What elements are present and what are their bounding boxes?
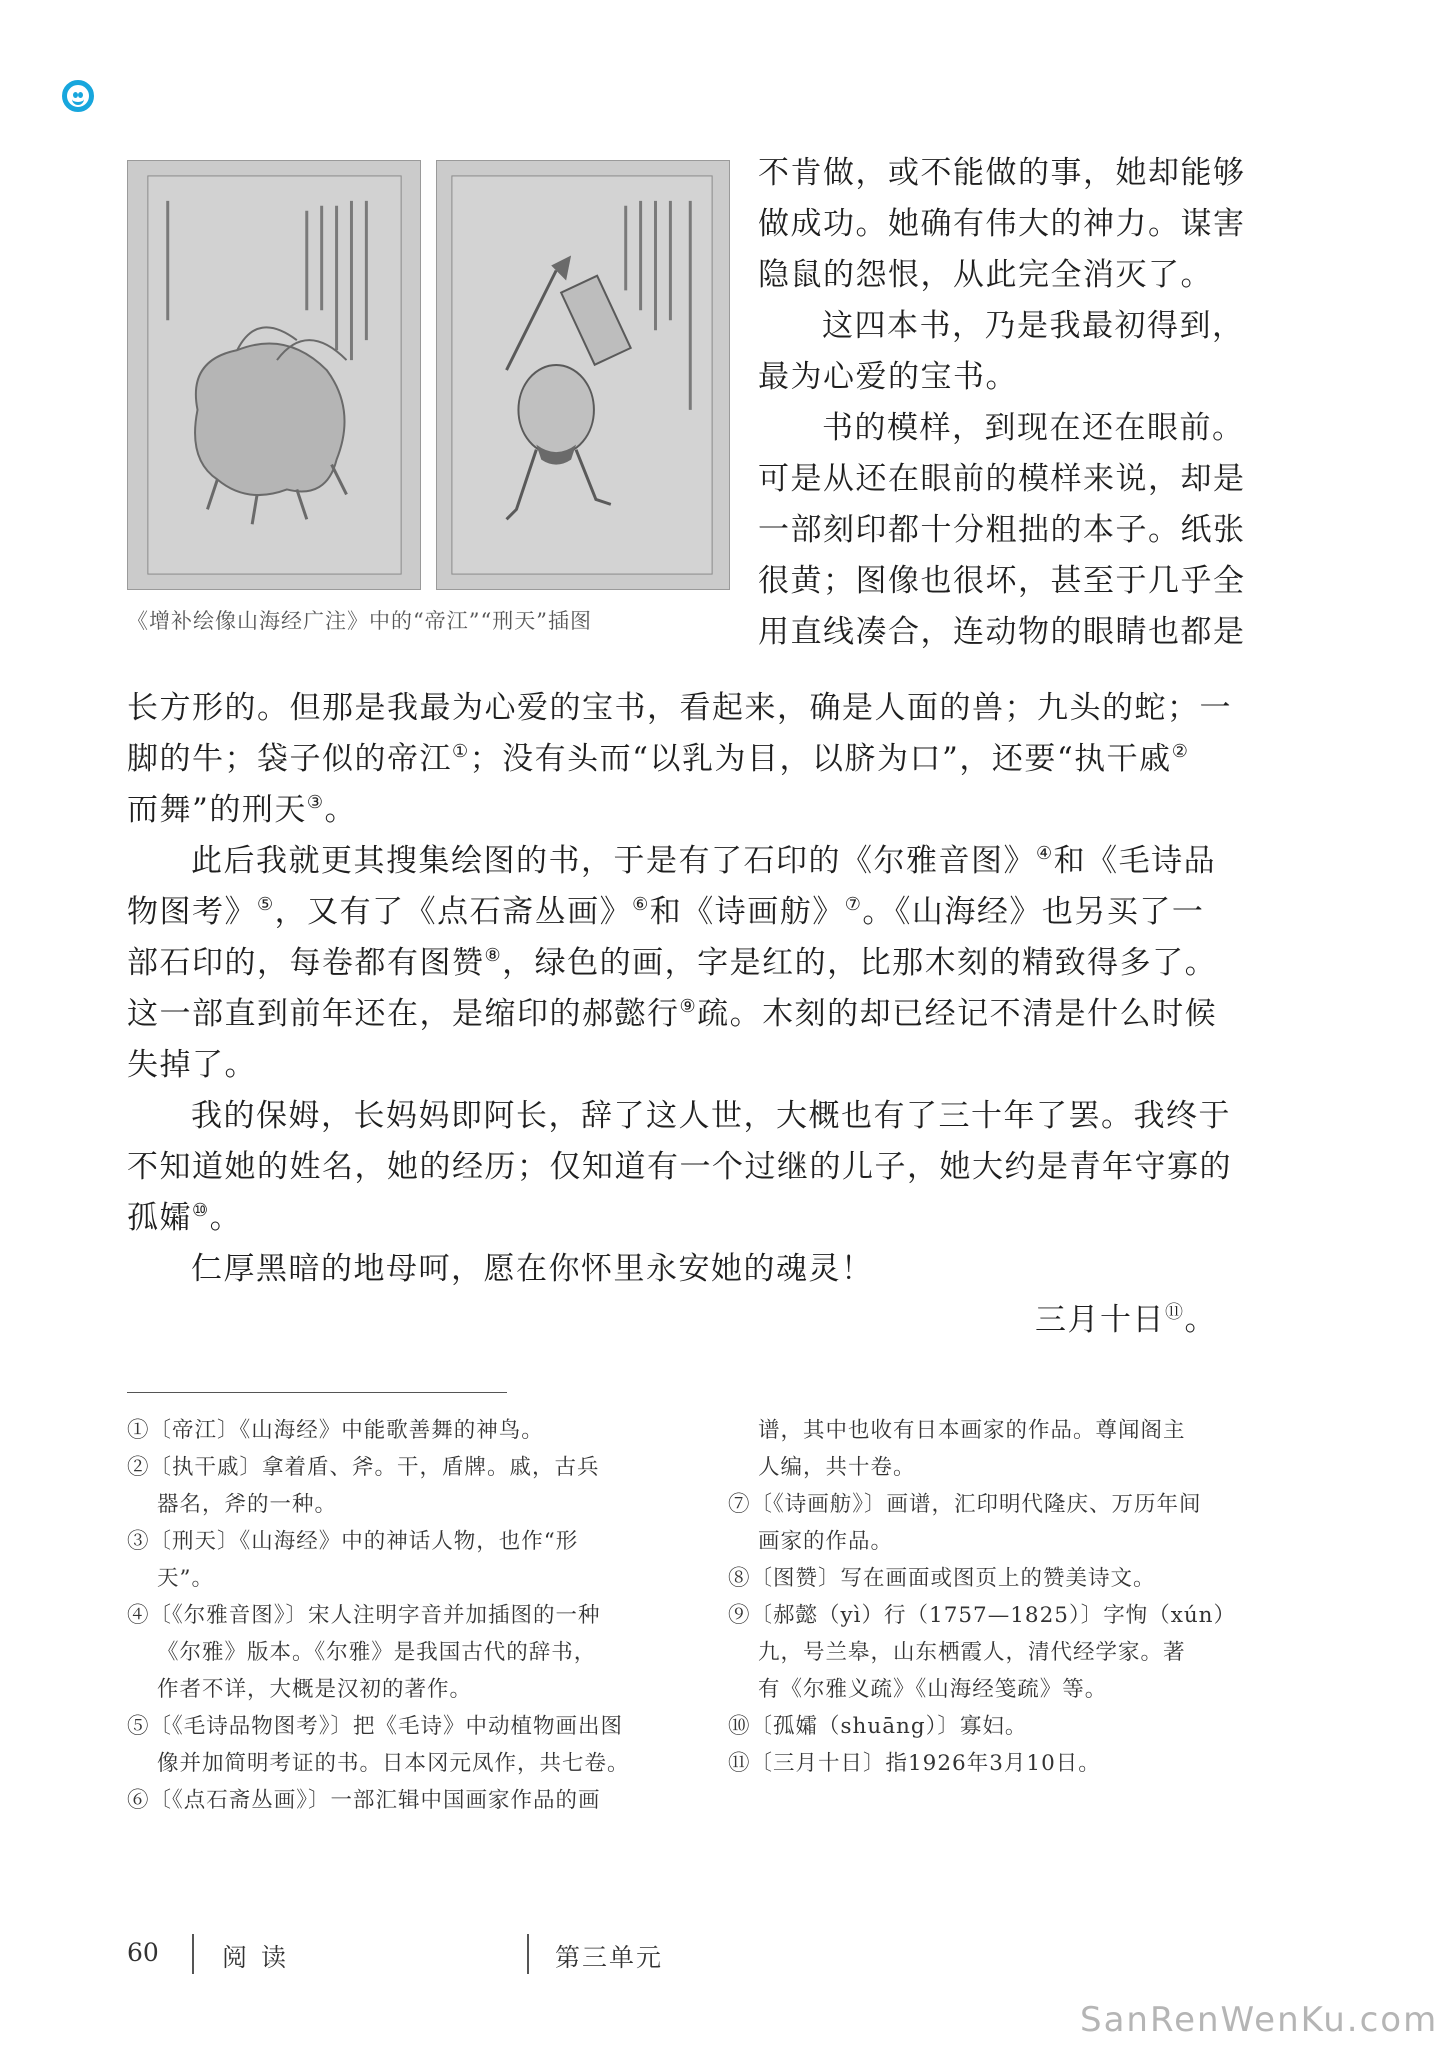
- text-line: 这一部直到前年还在，是缩印的郝懿行⑨疏。木刻的却已经记不清是什么时候: [127, 996, 1218, 1032]
- footnote: 作者不详，大概是汉初的著作。: [157, 1677, 473, 1702]
- footnote-ref[interactable]: ⑥: [632, 894, 650, 915]
- footnote-ref[interactable]: ①: [452, 741, 470, 762]
- footnote-ref[interactable]: ④: [1036, 843, 1054, 864]
- section-label: 阅读: [222, 1943, 301, 1972]
- body-text: [127, 683, 1277, 1346]
- smiley-icon: [62, 80, 94, 112]
- text-line: 物图考》⑤，又有了《点石斋丛画》⑥和《诗画舫》⑦。《山海经》也另买了一: [127, 894, 1205, 930]
- footnote-ref[interactable]: ⑦: [844, 894, 863, 915]
- date-line: 三月十日⑪。: [1035, 1302, 1217, 1338]
- text-line: 长方形的。但那是我最为心爱的宝书，看起来，确是人面的兽；九头的蛇；一: [127, 690, 1232, 726]
- footer-divider: [527, 1934, 529, 1974]
- figure-caption: 《增补绘像山海经广注》中的“帝江”“刑天”插图: [127, 609, 592, 633]
- text-line: 一部刻印都十分粗拙的本子。纸张: [758, 512, 1246, 548]
- footnote: ②〔执干戚〕拿着盾、斧。干，盾牌。戚，古兵: [127, 1455, 600, 1480]
- footnote-ref[interactable]: ⑪: [1165, 1302, 1185, 1323]
- footnote: ③〔刑天〕《山海经》中的神话人物，也作“形: [127, 1529, 579, 1554]
- page-number: 60: [127, 1938, 159, 1967]
- footnote: ⑦〔《诗画舫》〕画谱，汇印明代隆庆、万历年间: [728, 1492, 1202, 1517]
- text-line: 而舞”的刑天③。: [127, 792, 357, 828]
- text-line: 不肯做，或不能做的事，她却能够: [758, 155, 1246, 191]
- text-line: 书的模样，到现在还在眼前。: [822, 410, 1245, 446]
- footnote-divider: [127, 1392, 507, 1393]
- footnote: ⑩〔孤孀（shuāng）〕寡妇。: [728, 1714, 1028, 1739]
- illustration-xingtian: [436, 160, 730, 590]
- illustration-dijiang: [127, 160, 421, 590]
- footer-divider: [192, 1934, 194, 1974]
- text-line: 部石印的，每卷都有图赞⑧，绿色的画，字是红的，比那木刻的精致得多了。: [127, 945, 1218, 981]
- footnote: ⑨〔郝懿（yì）行（1757—1825）〕字恂（xún）: [728, 1603, 1237, 1628]
- footnote: ⑤〔《毛诗品物图考》〕把《毛诗》中动植物画出图: [127, 1714, 624, 1739]
- text-line: 这四本书，乃是我最初得到，: [822, 308, 1245, 344]
- text-line: 失掉了。: [127, 1047, 257, 1083]
- right-column-text: [758, 148, 1278, 658]
- footnote: 有《尔雅义疏》《山海经笺疏》等。: [758, 1677, 1108, 1702]
- watermark: SanRenWenKu.com: [1080, 2000, 1439, 2040]
- unit-label: 第三单元: [555, 1943, 664, 1972]
- footnote-ref[interactable]: ⑤: [257, 894, 275, 915]
- footnotes-left: [127, 1412, 667, 1819]
- footnote-ref[interactable]: ②: [1171, 741, 1190, 762]
- footnote: ⑥〔《点石斋丛画》〕一部汇辑中国画家作品的画: [127, 1788, 601, 1813]
- footnote-ref[interactable]: ⑧: [484, 945, 503, 966]
- footnote: 九，号兰皋，山东栖霞人，清代经学家。著: [758, 1640, 1186, 1665]
- text-line: 做成功。她确有伟大的神力。谋害: [758, 206, 1246, 242]
- footnote: ⑪〔三月十日〕指1926年3月10日。: [728, 1751, 1101, 1776]
- text-line: 不知道她的姓名，她的经历；仅知道有一个过继的儿子，她大约是青年守寡的: [127, 1149, 1232, 1185]
- footnote-ref[interactable]: ⑩: [192, 1200, 210, 1221]
- text-line: 仁厚黑暗的地母呵，愿在你怀里永安她的魂灵！: [191, 1251, 874, 1287]
- text-line: 最为心爱的宝书。: [758, 359, 1018, 395]
- footnote: ⑧〔图赞〕写在画面或图页上的赞美诗文。: [728, 1566, 1156, 1591]
- footnote: 《尔雅》版本。《尔雅》是我国古代的辞书，: [157, 1640, 597, 1665]
- footnote: ④〔《尔雅音图》〕宋人注明字音并加插图的一种: [127, 1603, 601, 1628]
- footnotes-right: [728, 1412, 1288, 1782]
- footnote: 谱，其中也收有日本画家的作品。尊闻阁主: [758, 1418, 1186, 1443]
- footnote: 画家的作品。: [758, 1529, 894, 1554]
- footnote: 像并加简明考证的书。日本冈元凤作，共七卷。: [157, 1751, 630, 1776]
- footnote: 人编，共十卷。: [758, 1455, 916, 1480]
- text-line: 孤孀⑩。: [127, 1200, 243, 1236]
- footnote: 器名，斧的一种。: [157, 1492, 338, 1517]
- text-line: 用直线凑合，连动物的眼睛也都是: [758, 614, 1246, 650]
- footnote: ①〔帝江〕《山海经》中能歌善舞的神鸟。: [127, 1418, 544, 1443]
- footnote-ref[interactable]: ⑨: [679, 996, 698, 1017]
- text-line: 此后我就更其搜集绘图的书，于是有了石印的《尔雅音图》④和《毛诗品: [191, 843, 1217, 879]
- text-line: 隐鼠的怨恨，从此完全消灭了。: [758, 257, 1213, 293]
- text-line: 我的保姆，长妈妈即阿长，辞了这人世，大概也有了三十年了罢。我终于: [191, 1098, 1231, 1134]
- footnote: 天”。: [157, 1566, 214, 1591]
- footnote-ref[interactable]: ③: [306, 792, 325, 813]
- text-line: 很黄；图像也很坏，甚至于几乎全: [758, 563, 1246, 599]
- text-line: 脚的牛；袋子似的帝江①；没有头而“以乳为目，以脐为口”，还要“执干戚②: [127, 741, 1190, 777]
- text-line: 可是从还在眼前的模样来说，却是: [758, 461, 1246, 497]
